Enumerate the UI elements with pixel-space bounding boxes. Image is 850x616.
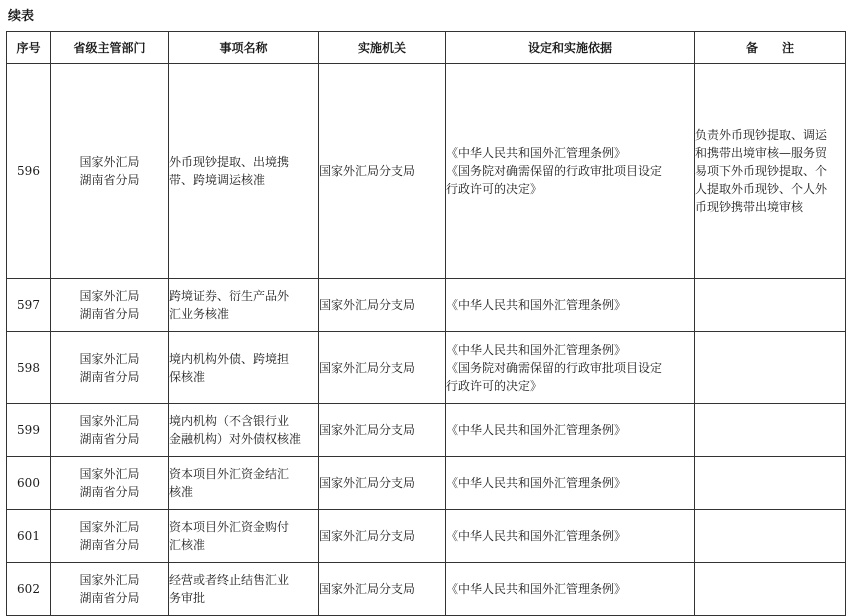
legal-basis-cell (446, 563, 695, 616)
department-line: 湖南省分局 (79, 369, 140, 384)
header-item-name: 事项名称 (169, 32, 319, 64)
department-cell (51, 332, 169, 404)
department-line: 国家外汇局 (79, 414, 140, 428)
department-cell (51, 279, 169, 332)
remarks-line: 人提取外币现钞、个人外 (695, 182, 828, 196)
legal-basis-cell (446, 457, 695, 510)
table-row (7, 510, 846, 563)
header-remarks: 备 注 (695, 32, 846, 64)
table-row (7, 563, 846, 616)
legal-basis-line: 《中华人民共和国外汇管理条例》 (446, 298, 627, 312)
department-line: 湖南省分局 (79, 173, 140, 187)
agency-cell: 国家外汇局分支局 (319, 64, 446, 279)
item-name-line: 境内机构外债、跨境担 (169, 351, 290, 366)
legal-basis-cell (446, 64, 695, 279)
department-cell (51, 404, 169, 457)
remarks-cell (695, 332, 846, 404)
department-line: 国家外汇局 (79, 467, 140, 481)
header-provincial-department: 省级主管部门 (51, 32, 169, 64)
item-name-line: 外币现钞提取、出境携 (169, 155, 290, 169)
department-line: 国家外汇局 (79, 351, 140, 366)
remarks-line: 易项下外币现钞提取、个 (695, 164, 828, 178)
legal-basis-cell (446, 404, 695, 457)
legal-basis-line: 行政许可的决定》 (446, 182, 543, 196)
item-name-line: 境内机构（不含银行业 (169, 414, 290, 428)
item-name-line: 经营或者终止结售汇业 (169, 573, 290, 587)
serial-number-cell: 596 (7, 64, 51, 279)
department-line: 湖南省分局 (79, 485, 140, 499)
item-name-line: 资本项目外汇资金购付 (169, 520, 290, 534)
legal-basis-line: 《国务院对确需保留的行政审批项目设定 (446, 164, 663, 178)
agency-cell: 国家外汇局分支局 (319, 332, 446, 404)
legal-basis-line: 《中华人民共和国外汇管理条例》 (446, 476, 627, 490)
item-name-cell (169, 279, 319, 332)
header-serial-number: 序号 (7, 32, 51, 64)
department-cell (51, 563, 169, 616)
agency-cell: 国家外汇局分支局 (319, 279, 446, 332)
department-line: 湖南省分局 (79, 307, 140, 321)
item-name-line: 跨境证券、衍生产品外 (169, 289, 290, 303)
item-name-line: 汇核准 (169, 538, 206, 552)
department-line: 国家外汇局 (79, 289, 140, 303)
header-implementing-agency: 实施机关 (319, 32, 446, 64)
remarks-cell (695, 404, 846, 457)
header-legal-basis: 设定和实施依据 (446, 32, 695, 64)
serial-number-cell: 602 (7, 563, 51, 616)
agency-cell: 国家外汇局分支局 (319, 563, 446, 616)
serial-number-cell: 600 (7, 457, 51, 510)
legal-basis-line: 《中华人民共和国外汇管理条例》 (446, 342, 627, 357)
item-name-cell (169, 64, 319, 279)
item-name-line: 资本项目外汇资金结汇 (169, 467, 290, 481)
item-name-line: 核准 (169, 485, 194, 499)
remarks-cell (695, 563, 846, 616)
legal-basis-cell (446, 332, 695, 404)
item-name-line: 金融机构）对外债权核准 (169, 432, 302, 446)
remarks-cell (695, 279, 846, 332)
agency-cell: 国家外汇局分支局 (319, 510, 446, 563)
table-row (7, 332, 846, 404)
legal-basis-cell (446, 279, 695, 332)
legal-basis-line: 行政许可的决定》 (446, 378, 543, 393)
department-line: 湖南省分局 (79, 432, 140, 446)
remarks-cell (695, 457, 846, 510)
item-name-line: 汇业务核准 (169, 307, 230, 321)
remarks-cell (695, 510, 846, 563)
serial-number-cell: 598 (7, 332, 51, 404)
remarks-line: 负责外币现钞提取、调运 (695, 128, 828, 142)
item-name-cell (169, 332, 319, 404)
department-line: 湖南省分局 (79, 591, 140, 605)
item-name-cell (169, 563, 319, 616)
agency-cell: 国家外汇局分支局 (319, 404, 446, 457)
remarks-line: 币现钞携带出境审核 (695, 200, 804, 214)
agency-cell: 国家外汇局分支局 (319, 457, 446, 510)
department-line: 湖南省分局 (79, 538, 140, 552)
continued-table-label: 续表 (8, 9, 35, 24)
legal-basis-line: 《中华人民共和国外汇管理条例》 (446, 146, 627, 160)
table-row (7, 457, 846, 510)
table-header-row (7, 32, 846, 64)
item-name-cell (169, 404, 319, 457)
department-cell (51, 457, 169, 510)
remarks-cell (695, 64, 846, 279)
department-line: 国家外汇局 (79, 573, 140, 587)
item-name-line: 务审批 (169, 591, 206, 605)
remarks-line: 和携带出境审核—服务贸 (695, 146, 828, 160)
administrative-approval-table (6, 31, 846, 616)
legal-basis-line: 《国务院对确需保留的行政审批项目设定 (446, 360, 663, 375)
item-name-cell (169, 457, 319, 510)
serial-number-cell: 599 (7, 404, 51, 457)
serial-number-cell: 597 (7, 279, 51, 332)
legal-basis-line: 《中华人民共和国外汇管理条例》 (446, 529, 627, 543)
department-cell (51, 510, 169, 563)
legal-basis-line: 《中华人民共和国外汇管理条例》 (446, 423, 627, 437)
item-name-line: 带、跨境调运核准 (169, 173, 266, 187)
department-line: 国家外汇局 (79, 155, 140, 169)
department-cell (51, 64, 169, 279)
table-row (7, 64, 846, 279)
item-name-cell (169, 510, 319, 563)
table-row (7, 279, 846, 332)
department-line: 国家外汇局 (79, 520, 140, 534)
item-name-line: 保核准 (169, 369, 206, 384)
legal-basis-cell (446, 510, 695, 563)
table-row (7, 404, 846, 457)
legal-basis-line: 《中华人民共和国外汇管理条例》 (446, 582, 627, 596)
serial-number-cell: 601 (7, 510, 51, 563)
